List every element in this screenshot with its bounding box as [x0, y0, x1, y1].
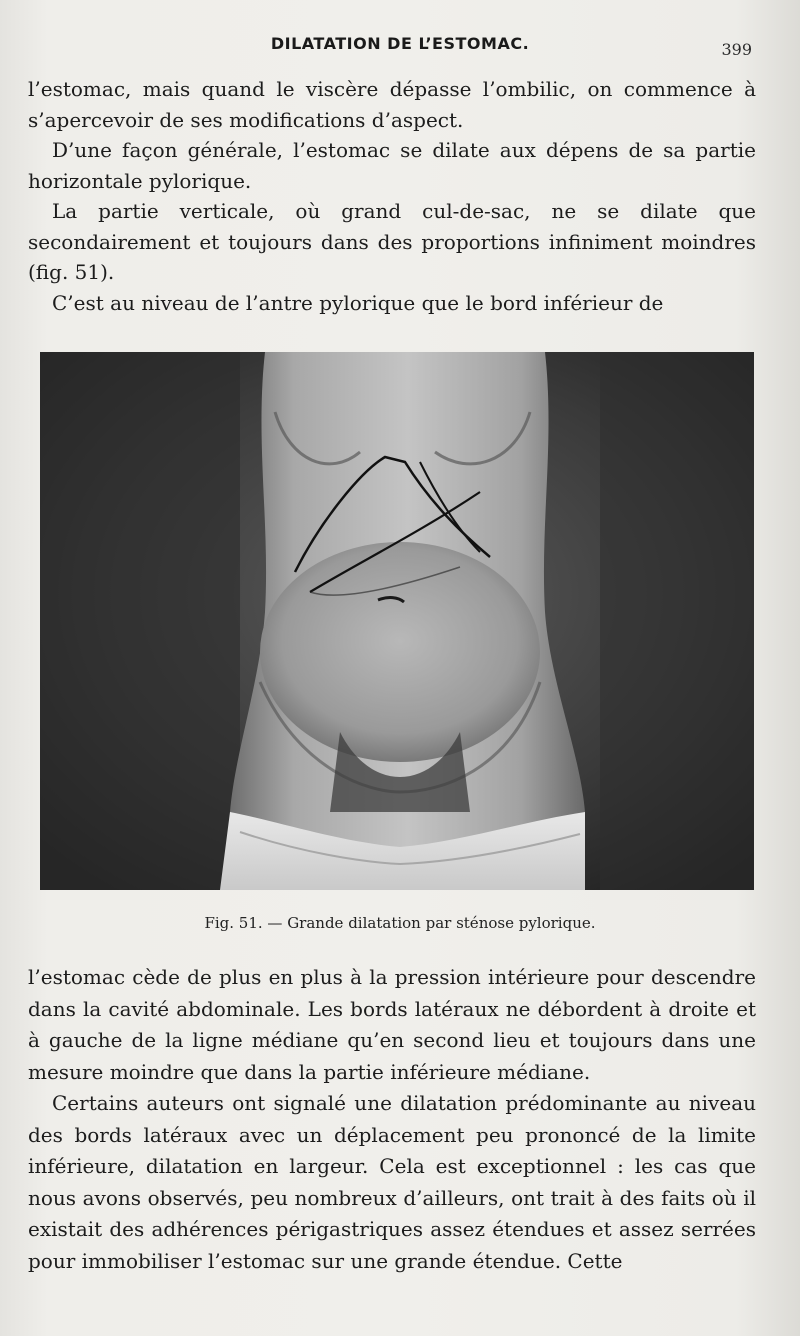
paragraph: La partie verticale, où grand cul-de-sac, ne se dilate que secondairement et toujours dans des proportions infiniment moindres (fig. 51). [28, 199, 756, 284]
paragraph: C’est au niveau de l’antre pylorique que le bord inférieur de [52, 290, 664, 315]
running-title: DILATATION DE L’ESTOMAC. [270, 34, 530, 53]
figure-photograph [40, 352, 754, 890]
torso-photograph-illustration [40, 352, 754, 890]
paragraph: D’une façon générale, l’estomac se dilate aux dépens de sa partie horizontale pylorique. [28, 138, 756, 193]
paragraph: l’estomac, mais quand le viscère dépasse l’ombilic, on commence à s’apercevoir de ses modifications d’aspect. [28, 77, 756, 132]
page-number: 399 [721, 40, 752, 59]
figure-caption: Fig. 51. — Grande dilatation par sténose pylorique. [204, 914, 596, 932]
text-block-bottom [28, 962, 756, 1277]
paragraph: Certains auteurs ont signalé une dilatation prédominante au niveau des bords latéraux avec un déplacement peu prononcé de la limite inférieure, dilatation en largeur. Cela est exceptionnel : les cas que nous avons observés, peu nombreux d’ailleurs, ont trait à des faits où il existait des adhérences périgastriques assez étendues et assez serrées pour immobiliser l’estomac sur une grande étendue. Cette [28, 1091, 756, 1273]
text-block-top [28, 74, 756, 318]
paragraph: l’estomac cède de plus en plus à la pression intérieure pour descendre dans la cavité abdominale. Les bords latéraux ne débordent à droite et à gauche de la ligne médiane qu’en second lieu et toujours dans une mesure moindre que dans la partie inférieure médiane. [28, 965, 756, 1084]
